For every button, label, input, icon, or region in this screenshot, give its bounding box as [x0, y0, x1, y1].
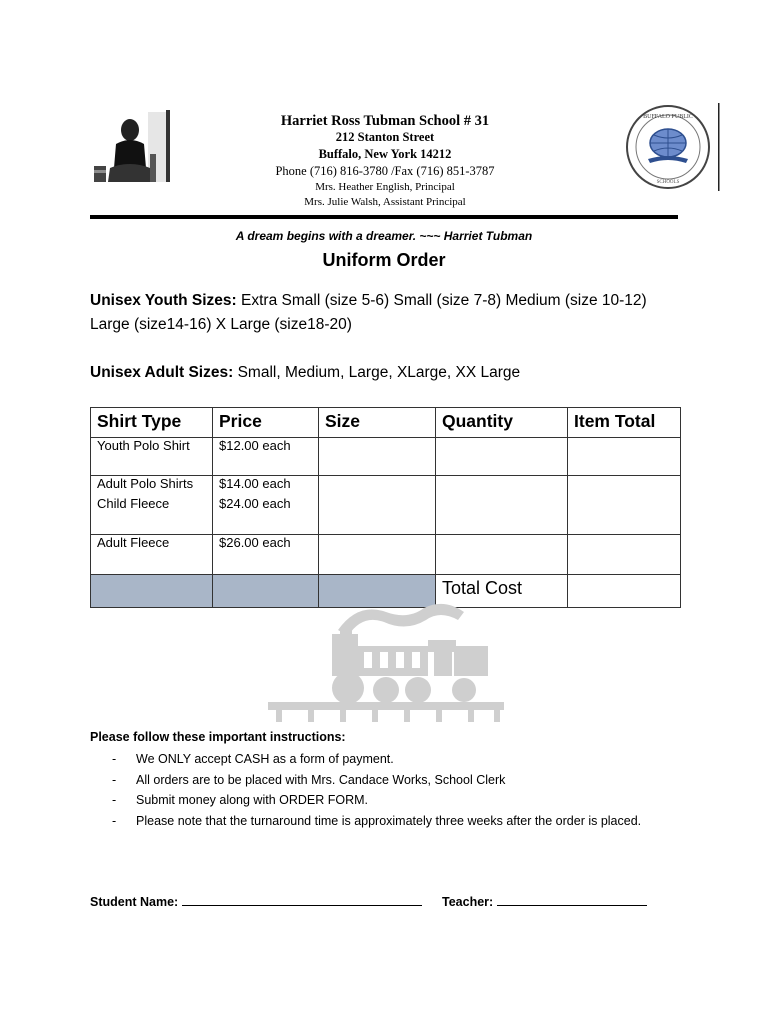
- header-item-total: Item Total: [568, 408, 681, 438]
- price-cell: [213, 535, 319, 575]
- principal-name: Mrs. Heather English, Principal: [315, 181, 455, 193]
- total-cost-cell[interactable]: [568, 575, 681, 608]
- item-cell: [91, 476, 213, 535]
- table-header-row: [91, 408, 681, 438]
- quantity-input-cell[interactable]: [436, 476, 568, 535]
- item-name: Adult Polo Shirts: [97, 476, 194, 491]
- item-cell: [91, 438, 213, 476]
- school-city: Buffalo, New York 14212: [318, 147, 452, 161]
- item-total-cell[interactable]: [568, 476, 681, 535]
- adult-sizes: [90, 361, 680, 385]
- item-price: $12.00 each: [219, 438, 291, 453]
- list-item: [108, 749, 668, 770]
- list-item: [108, 790, 668, 811]
- quantity-input-cell[interactable]: [436, 438, 568, 476]
- item-name: Child Fleece: [97, 496, 170, 511]
- price-cell: [213, 476, 319, 535]
- list-item: [108, 770, 668, 791]
- instructions-title: Please follow these important instructions:: [90, 730, 346, 744]
- item-name: Youth Polo Shirt: [97, 438, 190, 453]
- header-size: Size: [319, 408, 436, 438]
- teacher-line[interactable]: [497, 893, 647, 906]
- order-table: [90, 407, 681, 608]
- teacher-label: Teacher:: [442, 895, 494, 909]
- item-price: $24.00 each: [219, 496, 291, 511]
- item-total-cell[interactable]: [568, 535, 681, 575]
- item-price: $14.00 each: [219, 476, 291, 491]
- svg-text:BUFFALO PUBLIC: BUFFALO PUBLIC: [643, 114, 693, 120]
- item-name: Adult Fleece: [97, 535, 170, 550]
- instruction-text: Please note that the turnaround time is approximately three weeks after the order is placed.: [136, 813, 642, 828]
- header-price: Price: [213, 408, 319, 438]
- page-title: Uniform Order: [322, 250, 446, 270]
- item-price: $26.00 each: [219, 535, 291, 550]
- school-street: 212 Stanton Street: [335, 130, 435, 144]
- instructions-list: [108, 749, 668, 831]
- tubman-quote: A dream begins with a dreamer. ~~~ Harriet Tubman: [235, 229, 533, 243]
- bullet-dash: -: [112, 752, 117, 766]
- item-cell: [91, 535, 213, 575]
- bullet-dash: -: [112, 793, 117, 807]
- table-row: [91, 535, 681, 575]
- header-shirt-type: Shirt Type: [91, 408, 213, 438]
- instruction-text: We ONLY accept CASH as a form of payment.: [136, 752, 394, 766]
- assistant-principal-name: Mrs. Julie Walsh, Assistant Principal: [304, 196, 466, 208]
- shaded-cell: [91, 575, 213, 608]
- adult-sizes-label: Unisex Adult Sizes:: [90, 364, 234, 381]
- student-name-line[interactable]: [182, 893, 422, 906]
- size-input-cell[interactable]: [319, 476, 436, 535]
- size-input-cell[interactable]: [319, 438, 436, 476]
- train-watermark: [268, 598, 508, 724]
- teacher-field: [442, 893, 647, 909]
- youth-sizes: [90, 289, 680, 337]
- header-divider: [90, 215, 678, 219]
- youth-sizes-text: Extra Small (size 5-6) Small (size 7-8) Medium (size 10-12) Large (size14-16) X Large (size18-20): [90, 292, 647, 333]
- student-name-label: Student Name:: [90, 895, 179, 909]
- student-name-field: [90, 893, 422, 909]
- instruction-text: All orders are to be placed with Mrs. Candace Works, School Clerk: [136, 772, 506, 787]
- bullet-dash: -: [112, 813, 117, 828]
- item-total-cell[interactable]: [568, 438, 681, 476]
- instruction-text: Submit money along with ORDER FORM.: [136, 793, 369, 807]
- quantity-input-cell[interactable]: [436, 535, 568, 575]
- svg-text:SCHOOLS: SCHOOLS: [656, 180, 680, 185]
- table-row: [91, 476, 681, 535]
- harriet-tubman-portrait: [88, 110, 174, 184]
- school-phone: Phone (716) 816-3780 /Fax (716) 851-3787: [275, 164, 495, 178]
- school-name: Harriet Ross Tubman School # 31: [280, 113, 490, 129]
- header-quantity: Quantity: [436, 408, 568, 438]
- size-input-cell[interactable]: [319, 535, 436, 575]
- table-row: [91, 438, 681, 476]
- youth-sizes-label: Unisex Youth Sizes:: [90, 292, 237, 309]
- list-item: [108, 811, 668, 832]
- buffalo-public-schools-seal: [622, 103, 722, 191]
- total-cost-label: Total Cost: [436, 575, 568, 608]
- price-cell: [213, 438, 319, 476]
- adult-sizes-text: Small, Medium, Large, XLarge, XX Large: [233, 364, 521, 381]
- bullet-dash: -: [112, 772, 117, 787]
